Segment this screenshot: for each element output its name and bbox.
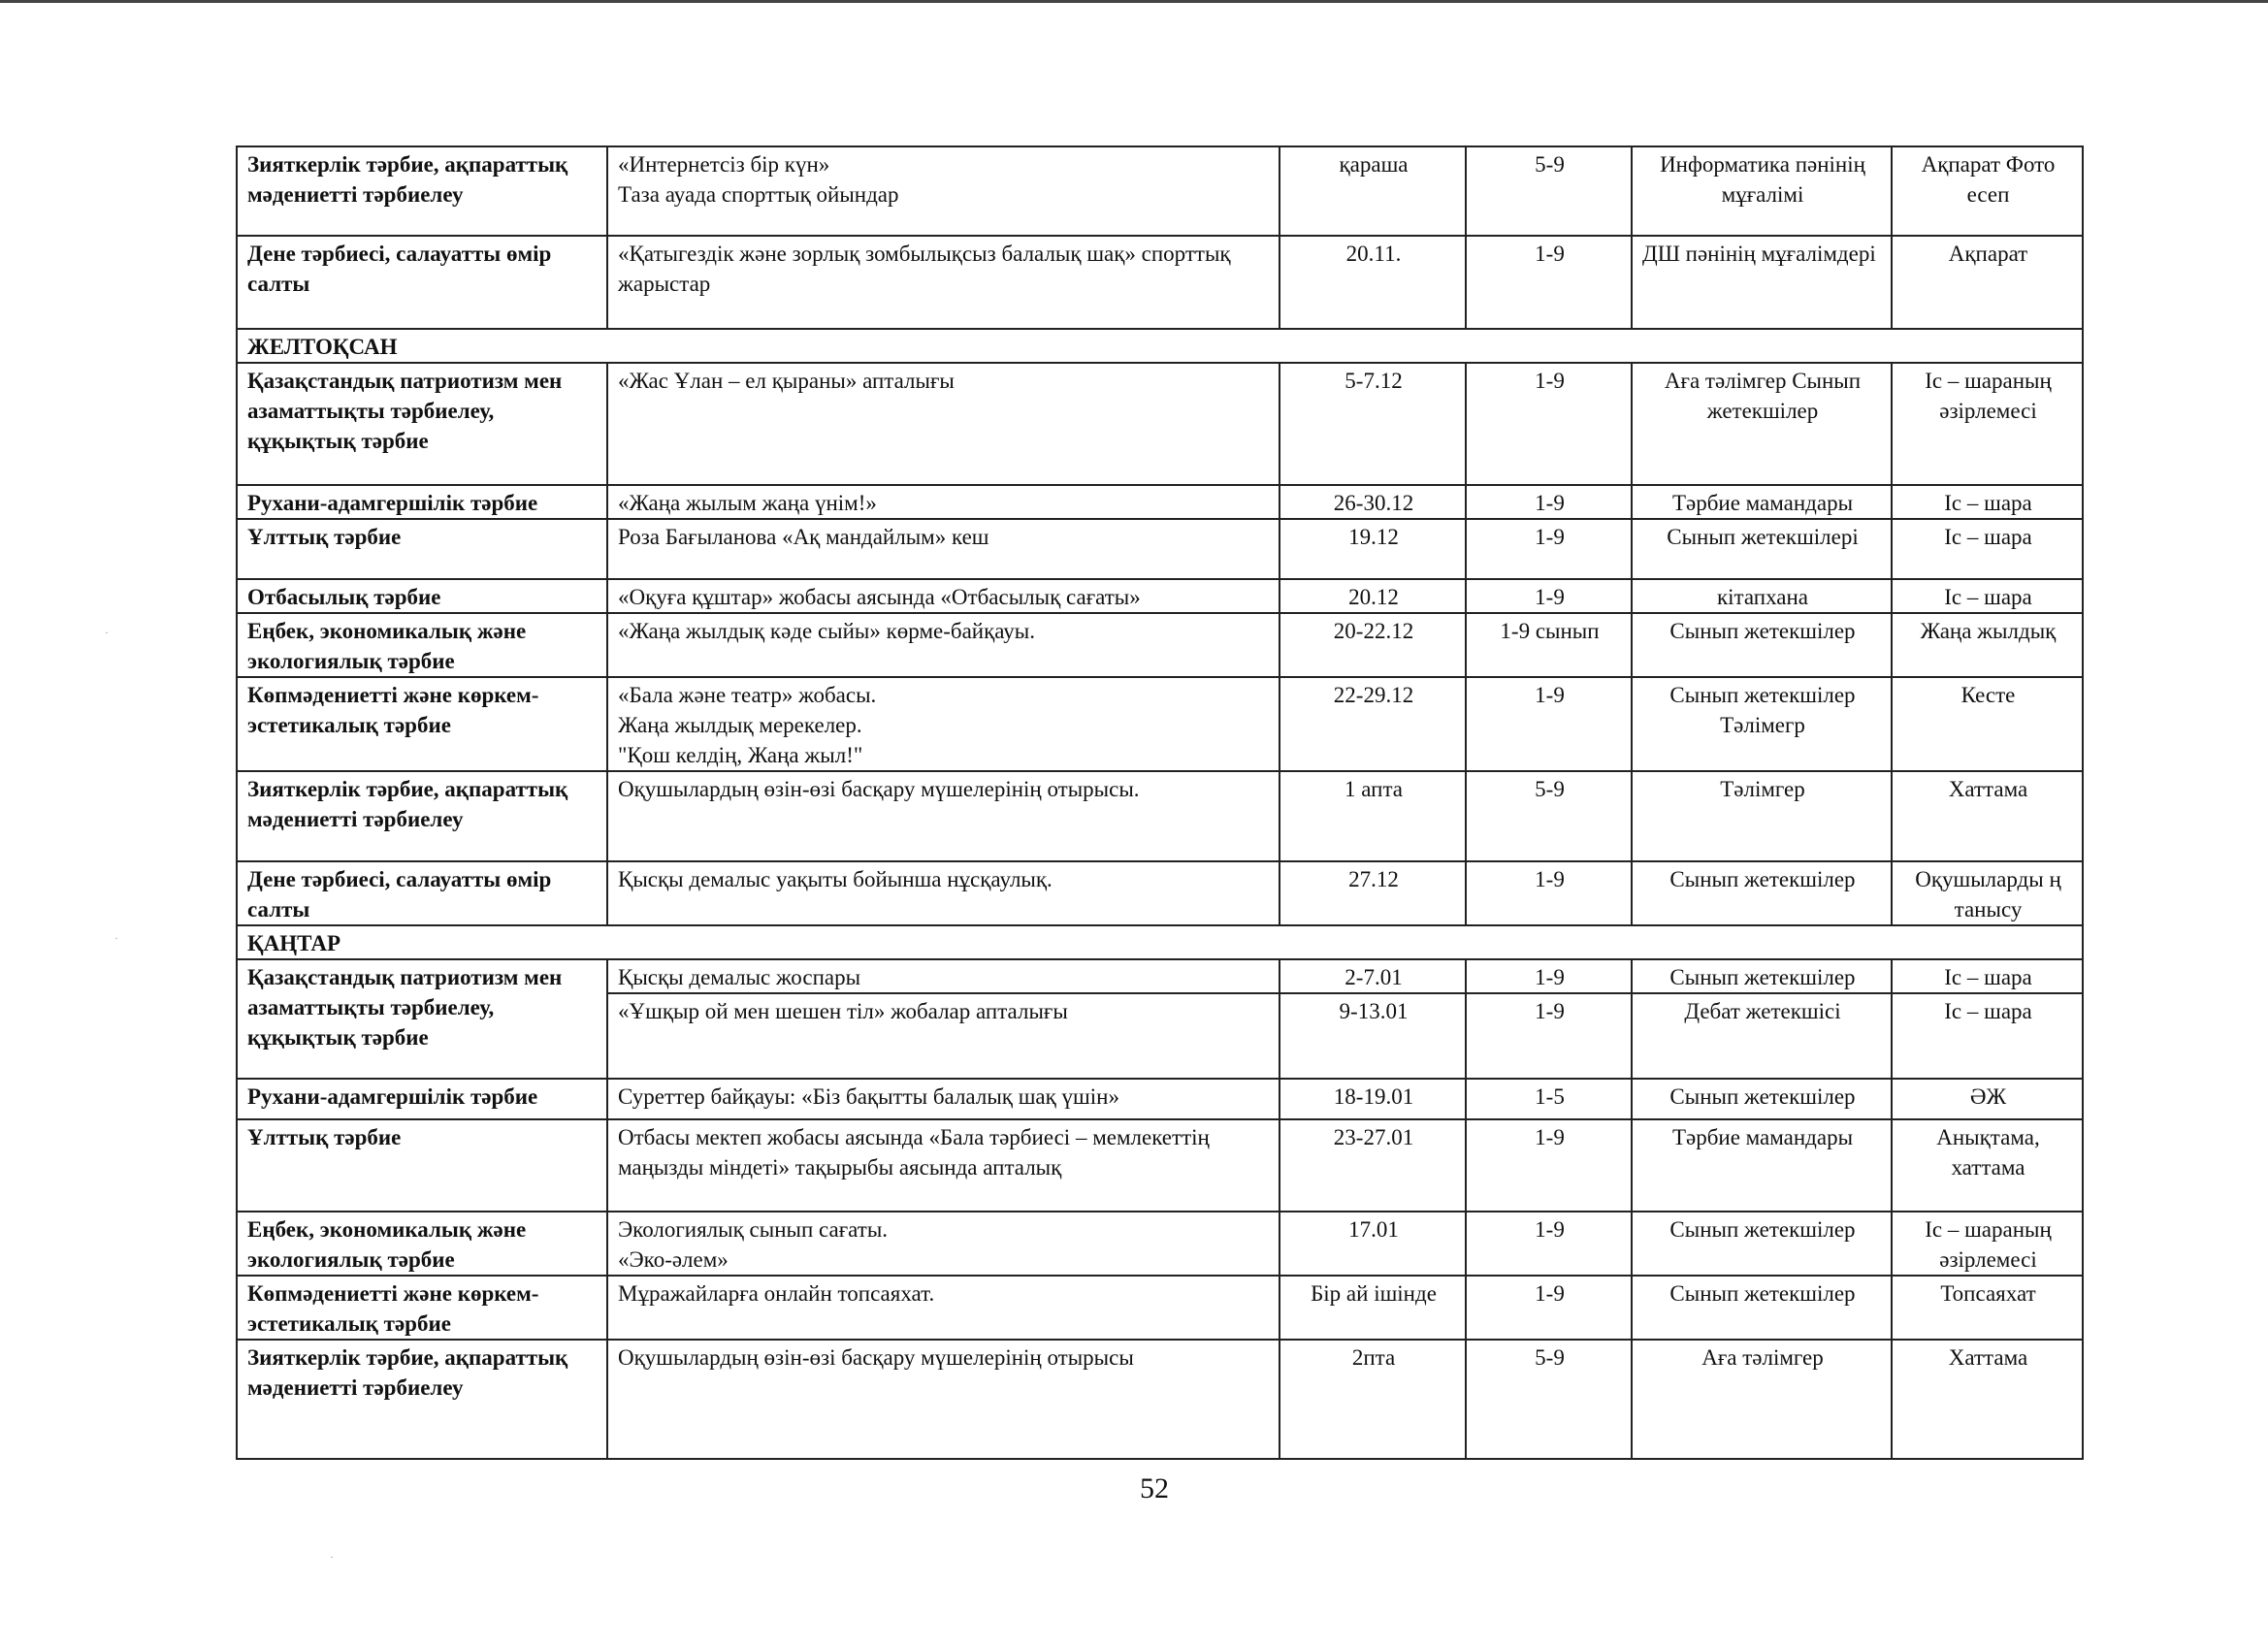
event-line: «Эко-әлем» xyxy=(618,1247,729,1272)
grade-cell: 1-9 xyxy=(1466,1119,1632,1212)
event-line: «Ұшқыр ой мен шешен тіл» жобалар апталығы xyxy=(618,999,1068,1023)
grade-cell: 5-9 xyxy=(1466,771,1632,861)
direction-cell: Дене тәрбиесі, салауатты өмір салты xyxy=(237,236,607,329)
grade-cell: 1-9 xyxy=(1466,993,1632,1079)
responsible-cell: Аға тәлімгер Сынып жетекшілер xyxy=(1632,363,1892,485)
event-cell xyxy=(607,861,1280,925)
event-cell xyxy=(607,993,1280,1079)
table-row xyxy=(237,519,2083,579)
form-cell: Кесте xyxy=(1892,677,2083,771)
month-header-row xyxy=(237,925,2083,959)
grade-cell: 1-9 xyxy=(1466,363,1632,485)
event-cell xyxy=(607,613,1280,677)
responsible-cell: ДШ пәнінің мұғалімдері xyxy=(1632,236,1892,329)
form-cell: Анықтама, хаттама xyxy=(1892,1119,2083,1212)
event-cell xyxy=(607,146,1280,236)
event-cell xyxy=(607,236,1280,329)
event-cell xyxy=(607,519,1280,579)
event-cell xyxy=(607,485,1280,519)
date-cell: 2пта xyxy=(1280,1340,1466,1459)
form-cell: Топсаяхат xyxy=(1892,1276,2083,1340)
event-cell xyxy=(607,579,1280,613)
event-cell xyxy=(607,363,1280,485)
date-cell: Бір ай ішінде xyxy=(1280,1276,1466,1340)
event-line: "Қош келдің, Жаңа жыл!" xyxy=(618,743,863,767)
form-cell: Іс – шара xyxy=(1892,485,2083,519)
date-cell: 26-30.12 xyxy=(1280,485,1466,519)
grade-cell: 1-9 xyxy=(1466,519,1632,579)
event-cell xyxy=(607,677,1280,771)
table-row xyxy=(237,146,2083,236)
responsible-cell: Аға тәлімгер xyxy=(1632,1340,1892,1459)
date-cell: 23-27.01 xyxy=(1280,1119,1466,1212)
responsible-cell: Тәрбие мамандары xyxy=(1632,485,1892,519)
form-cell: Ақпарат Фото есеп xyxy=(1892,146,2083,236)
event-line: Оқушылардың өзін-өзі басқару мүшелерінің отырысы. xyxy=(618,777,1140,801)
date-cell: 20-22.12 xyxy=(1280,613,1466,677)
responsible-cell: Информатика пәнінің мұғалімі xyxy=(1632,146,1892,236)
direction-cell: Қазақстандық патриотизм мен азаматтықты тәрбиелеу, құқықтық тәрбие xyxy=(237,959,607,1079)
table-row xyxy=(237,363,2083,485)
responsible-cell: Сынып жетекшілер xyxy=(1632,613,1892,677)
table-row xyxy=(237,1119,2083,1212)
table-row xyxy=(237,1276,2083,1340)
form-cell: Іс – шара xyxy=(1892,993,2083,1079)
direction-cell: Рухани-адамгершілік тәрбие xyxy=(237,1079,607,1119)
month-header: ҚАҢТАР xyxy=(237,925,2083,959)
grade-cell: 1-9 xyxy=(1466,959,1632,993)
direction-cell: Зияткерлік тәрбие, ақпараттық мәдениетті тәрбиелеу xyxy=(237,1340,607,1459)
event-line: Роза Бағыланова «Ақ мандайлым» кеш xyxy=(618,525,989,549)
direction-cell: Ұлттық тәрбие xyxy=(237,519,607,579)
form-cell: Оқушыларды ң танысу xyxy=(1892,861,2083,925)
grade-cell: 5-9 xyxy=(1466,1340,1632,1459)
date-cell: 27.12 xyxy=(1280,861,1466,925)
date-cell: 20.12 xyxy=(1280,579,1466,613)
event-line: «Интернетсіз бір күн» xyxy=(618,152,830,177)
direction-cell: Еңбек, экономикалық және экологиялық тәрбие xyxy=(237,613,607,677)
event-cell xyxy=(607,1079,1280,1119)
grade-cell: 1-9 xyxy=(1466,236,1632,329)
responsible-cell: Сынып жетекшілер xyxy=(1632,861,1892,925)
responsible-cell: Тәлімгер xyxy=(1632,771,1892,861)
form-cell: Іс – шара xyxy=(1892,959,2083,993)
form-cell: Іс – шараның әзірлемесі xyxy=(1892,1212,2083,1276)
grade-cell: 1-9 xyxy=(1466,1276,1632,1340)
grade-cell: 1-9 xyxy=(1466,1212,1632,1276)
table-row xyxy=(237,236,2083,329)
table-row xyxy=(237,1079,2083,1119)
direction-cell: Қазақстандық патриотизм мен азаматтықты тәрбиелеу, құқықтық тәрбие xyxy=(237,363,607,485)
grade-cell: 1-5 xyxy=(1466,1079,1632,1119)
table-row xyxy=(237,485,2083,519)
event-line: «Қатыгездік және зорлық зомбылықсыз балалық шақ» спорттық жарыстар xyxy=(618,242,1231,296)
responsible-cell: Сынып жетекшілер xyxy=(1632,1276,1892,1340)
event-line: Таза ауада спорттық ойындар xyxy=(618,182,899,207)
form-cell: Хаттама xyxy=(1892,1340,2083,1459)
direction-cell: Ұлттық тәрбие xyxy=(237,1119,607,1212)
responsible-cell: Сынып жетекшілер Тәлімегр xyxy=(1632,677,1892,771)
event-line: Мұражайларға онлайн топсаяхат. xyxy=(618,1281,935,1306)
table-row xyxy=(237,677,2083,771)
grade-cell: 1-9 xyxy=(1466,485,1632,519)
form-cell: ӘЖ xyxy=(1892,1079,2083,1119)
direction-cell: Зияткерлік тәрбие, ақпараттық мәдениетті тәрбиелеу xyxy=(237,146,607,236)
table-row xyxy=(237,579,2083,613)
date-cell: 18-19.01 xyxy=(1280,1079,1466,1119)
event-cell xyxy=(607,1212,1280,1276)
form-cell: Іс – шараның әзірлемесі xyxy=(1892,363,2083,485)
event-cell xyxy=(607,771,1280,861)
form-cell: Ақпарат xyxy=(1892,236,2083,329)
event-cell xyxy=(607,959,1280,993)
scan-speck: · xyxy=(330,1550,334,1564)
page-number: 52 xyxy=(1140,1472,1169,1504)
date-cell: 17.01 xyxy=(1280,1212,1466,1276)
form-cell: Жаңа жылдық xyxy=(1892,613,2083,677)
table-row xyxy=(237,1340,2083,1459)
form-cell: Хаттама xyxy=(1892,771,2083,861)
scan-speck: · xyxy=(105,626,109,639)
responsible-cell: Сынып жетекшілер xyxy=(1632,959,1892,993)
event-line: Оқушылардың өзін-өзі басқару мүшелерінің отырысы xyxy=(618,1345,1134,1370)
scan-speck: · xyxy=(114,931,118,945)
month-header-row xyxy=(237,329,2083,363)
direction-cell: Зияткерлік тәрбие, ақпараттық мәдениетті тәрбиелеу xyxy=(237,771,607,861)
event-cell xyxy=(607,1340,1280,1459)
responsible-cell: Сынып жетекшілер xyxy=(1632,1212,1892,1276)
table-row xyxy=(237,861,2083,925)
table-row xyxy=(237,1212,2083,1276)
grade-cell: 1-9 xyxy=(1466,677,1632,771)
responsible-cell: Тәрбие мамандары xyxy=(1632,1119,1892,1212)
event-cell xyxy=(607,1119,1280,1212)
event-line: «Бала және театр» жобасы. xyxy=(618,683,877,707)
event-line: «Жаңа жылдық кәде сыйы» көрме-байқауы. xyxy=(618,619,1036,643)
education-plan-table xyxy=(236,146,2084,1460)
responsible-cell: кітапхана xyxy=(1632,579,1892,613)
responsible-cell: Сынып жетекшілері xyxy=(1632,519,1892,579)
date-cell: қараша xyxy=(1280,146,1466,236)
date-cell: 22-29.12 xyxy=(1280,677,1466,771)
event-line: Жаңа жылдық мерекелер. xyxy=(618,713,862,737)
event-line: «Жаңа жылым жаңа үнім!» xyxy=(618,491,877,515)
event-line: «Жас Ұлан – ел қыраны» апталығы xyxy=(618,369,955,393)
form-cell: Іс – шара xyxy=(1892,519,2083,579)
table-row xyxy=(237,959,2083,993)
direction-cell: Отбасылық тәрбие xyxy=(237,579,607,613)
responsible-cell: Дебат жетекшісі xyxy=(1632,993,1892,1079)
direction-cell: Көпмәдениетті және көркем-эстетикалық тәрбие xyxy=(237,1276,607,1340)
direction-cell: Дене тәрбиесі, салауатты өмір салты xyxy=(237,861,607,925)
date-cell: 19.12 xyxy=(1280,519,1466,579)
event-line: Экологиялық сынып сағаты. xyxy=(618,1217,889,1242)
direction-cell: Еңбек, экономикалық және экологиялық тәрбие xyxy=(237,1212,607,1276)
direction-cell: Рухани-адамгершілік тәрбие xyxy=(237,485,607,519)
grade-cell: 1-9 сынып xyxy=(1466,613,1632,677)
event-line: Қысқы демалыс уақыты бойынша нұсқаулық. xyxy=(618,867,1053,891)
top-edge-line xyxy=(0,0,2268,3)
form-cell: Іс – шара xyxy=(1892,579,2083,613)
direction-cell: Көпмәдениетті және көркем-эстетикалық тәрбие xyxy=(237,677,607,771)
grade-cell: 5-9 xyxy=(1466,146,1632,236)
event-line: Суреттер байқауы: «Біз бақытты балалық шақ үшін» xyxy=(618,1084,1119,1109)
event-line: Отбасы мектеп жобасы аясында «Бала тәрбиесі – мемлекеттің маңызды міндеті» тақырыбы аясында апталық xyxy=(618,1125,1210,1180)
grade-cell: 1-9 xyxy=(1466,579,1632,613)
date-cell: 20.11. xyxy=(1280,236,1466,329)
date-cell: 1 апта xyxy=(1280,771,1466,861)
date-cell: 2-7.01 xyxy=(1280,959,1466,993)
event-line: Қысқы демалыс жоспары xyxy=(618,965,861,989)
table-row xyxy=(237,771,2083,861)
table-row xyxy=(237,613,2083,677)
event-cell xyxy=(607,1276,1280,1340)
month-header: ЖЕЛТОҚСАН xyxy=(237,329,2083,363)
grade-cell: 1-9 xyxy=(1466,861,1632,925)
date-cell: 5-7.12 xyxy=(1280,363,1466,485)
event-line: «Оқуға құштар» жобасы аясында «Отбасылық сағаты» xyxy=(618,585,1141,609)
date-cell: 9-13.01 xyxy=(1280,993,1466,1079)
responsible-cell: Сынып жетекшілер xyxy=(1632,1079,1892,1119)
